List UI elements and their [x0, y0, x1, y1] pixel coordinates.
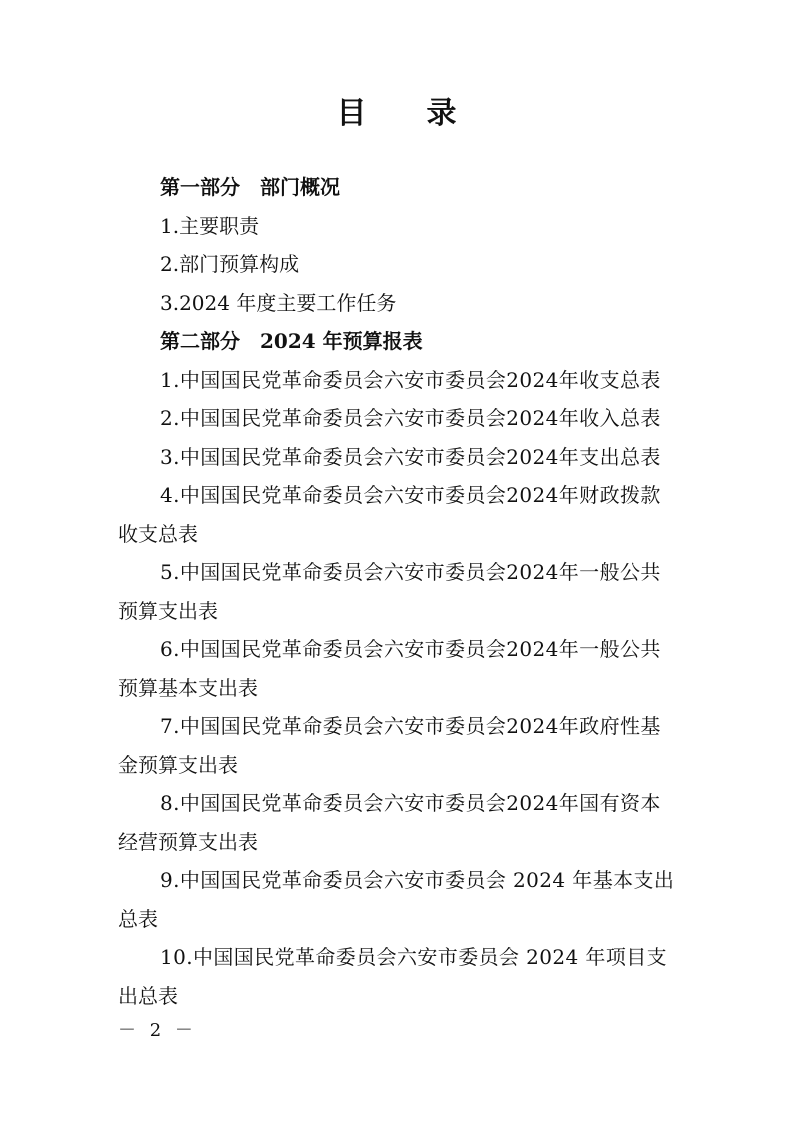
page-title: 目录	[336, 96, 517, 131]
table-of-contents	[118, 168, 678, 1015]
toc-item: 8.中国国民党革命委员会六安市委员会2024年国有资本	[160, 791, 661, 815]
toc-item: 1.中国国民党革命委员会六安市委员会2024年收支总表	[160, 367, 661, 392]
toc-item-continuation: 经营预算支出表	[118, 829, 258, 854]
toc-item-continuation: 收支总表	[118, 521, 198, 546]
toc-item: 7.中国国民党革命委员会六安市委员会2024年政府性基	[160, 714, 661, 738]
toc-item: 1.主要职责	[160, 213, 260, 238]
toc-item: 6.中国国民党革命委员会六安市委员会2024年一般公共	[160, 637, 661, 661]
toc-item: 2.中国国民党革命委员会六安市委员会2024年收入总表	[160, 406, 661, 430]
section-heading: 第二部分 2024 年预算报表	[160, 329, 423, 353]
toc-item-continuation: 总表	[118, 906, 158, 931]
toc-item-continuation: 预算基本支出表	[118, 675, 258, 700]
toc-item: 5.中国国民党革命委员会六安市委员会2024年一般公共	[160, 560, 661, 584]
toc-item: 3.2024 年度主要工作任务	[160, 290, 397, 315]
toc-item: 4.中国国民党革命委员会六安市委员会2024年财政拨款	[160, 483, 661, 507]
toc-item: 2.部门预算构成	[160, 252, 300, 276]
toc-item: 10.中国国民党革命委员会六安市委员会 2024 年项目支	[160, 945, 668, 969]
toc-item: 3.中国国民党革命委员会六安市委员会2024年支出总表	[160, 444, 661, 469]
toc-item-continuation: 预算支出表	[118, 598, 218, 623]
toc-item-continuation: 出总表	[118, 983, 178, 1008]
section-heading: 第一部分 部门概况	[160, 175, 340, 199]
page-number: － 2 －	[118, 1020, 197, 1041]
toc-item: 9.中国国民党革命委员会六安市委员会 2024 年基本支出	[160, 868, 675, 892]
toc-item-continuation: 金预算支出表	[118, 752, 238, 777]
